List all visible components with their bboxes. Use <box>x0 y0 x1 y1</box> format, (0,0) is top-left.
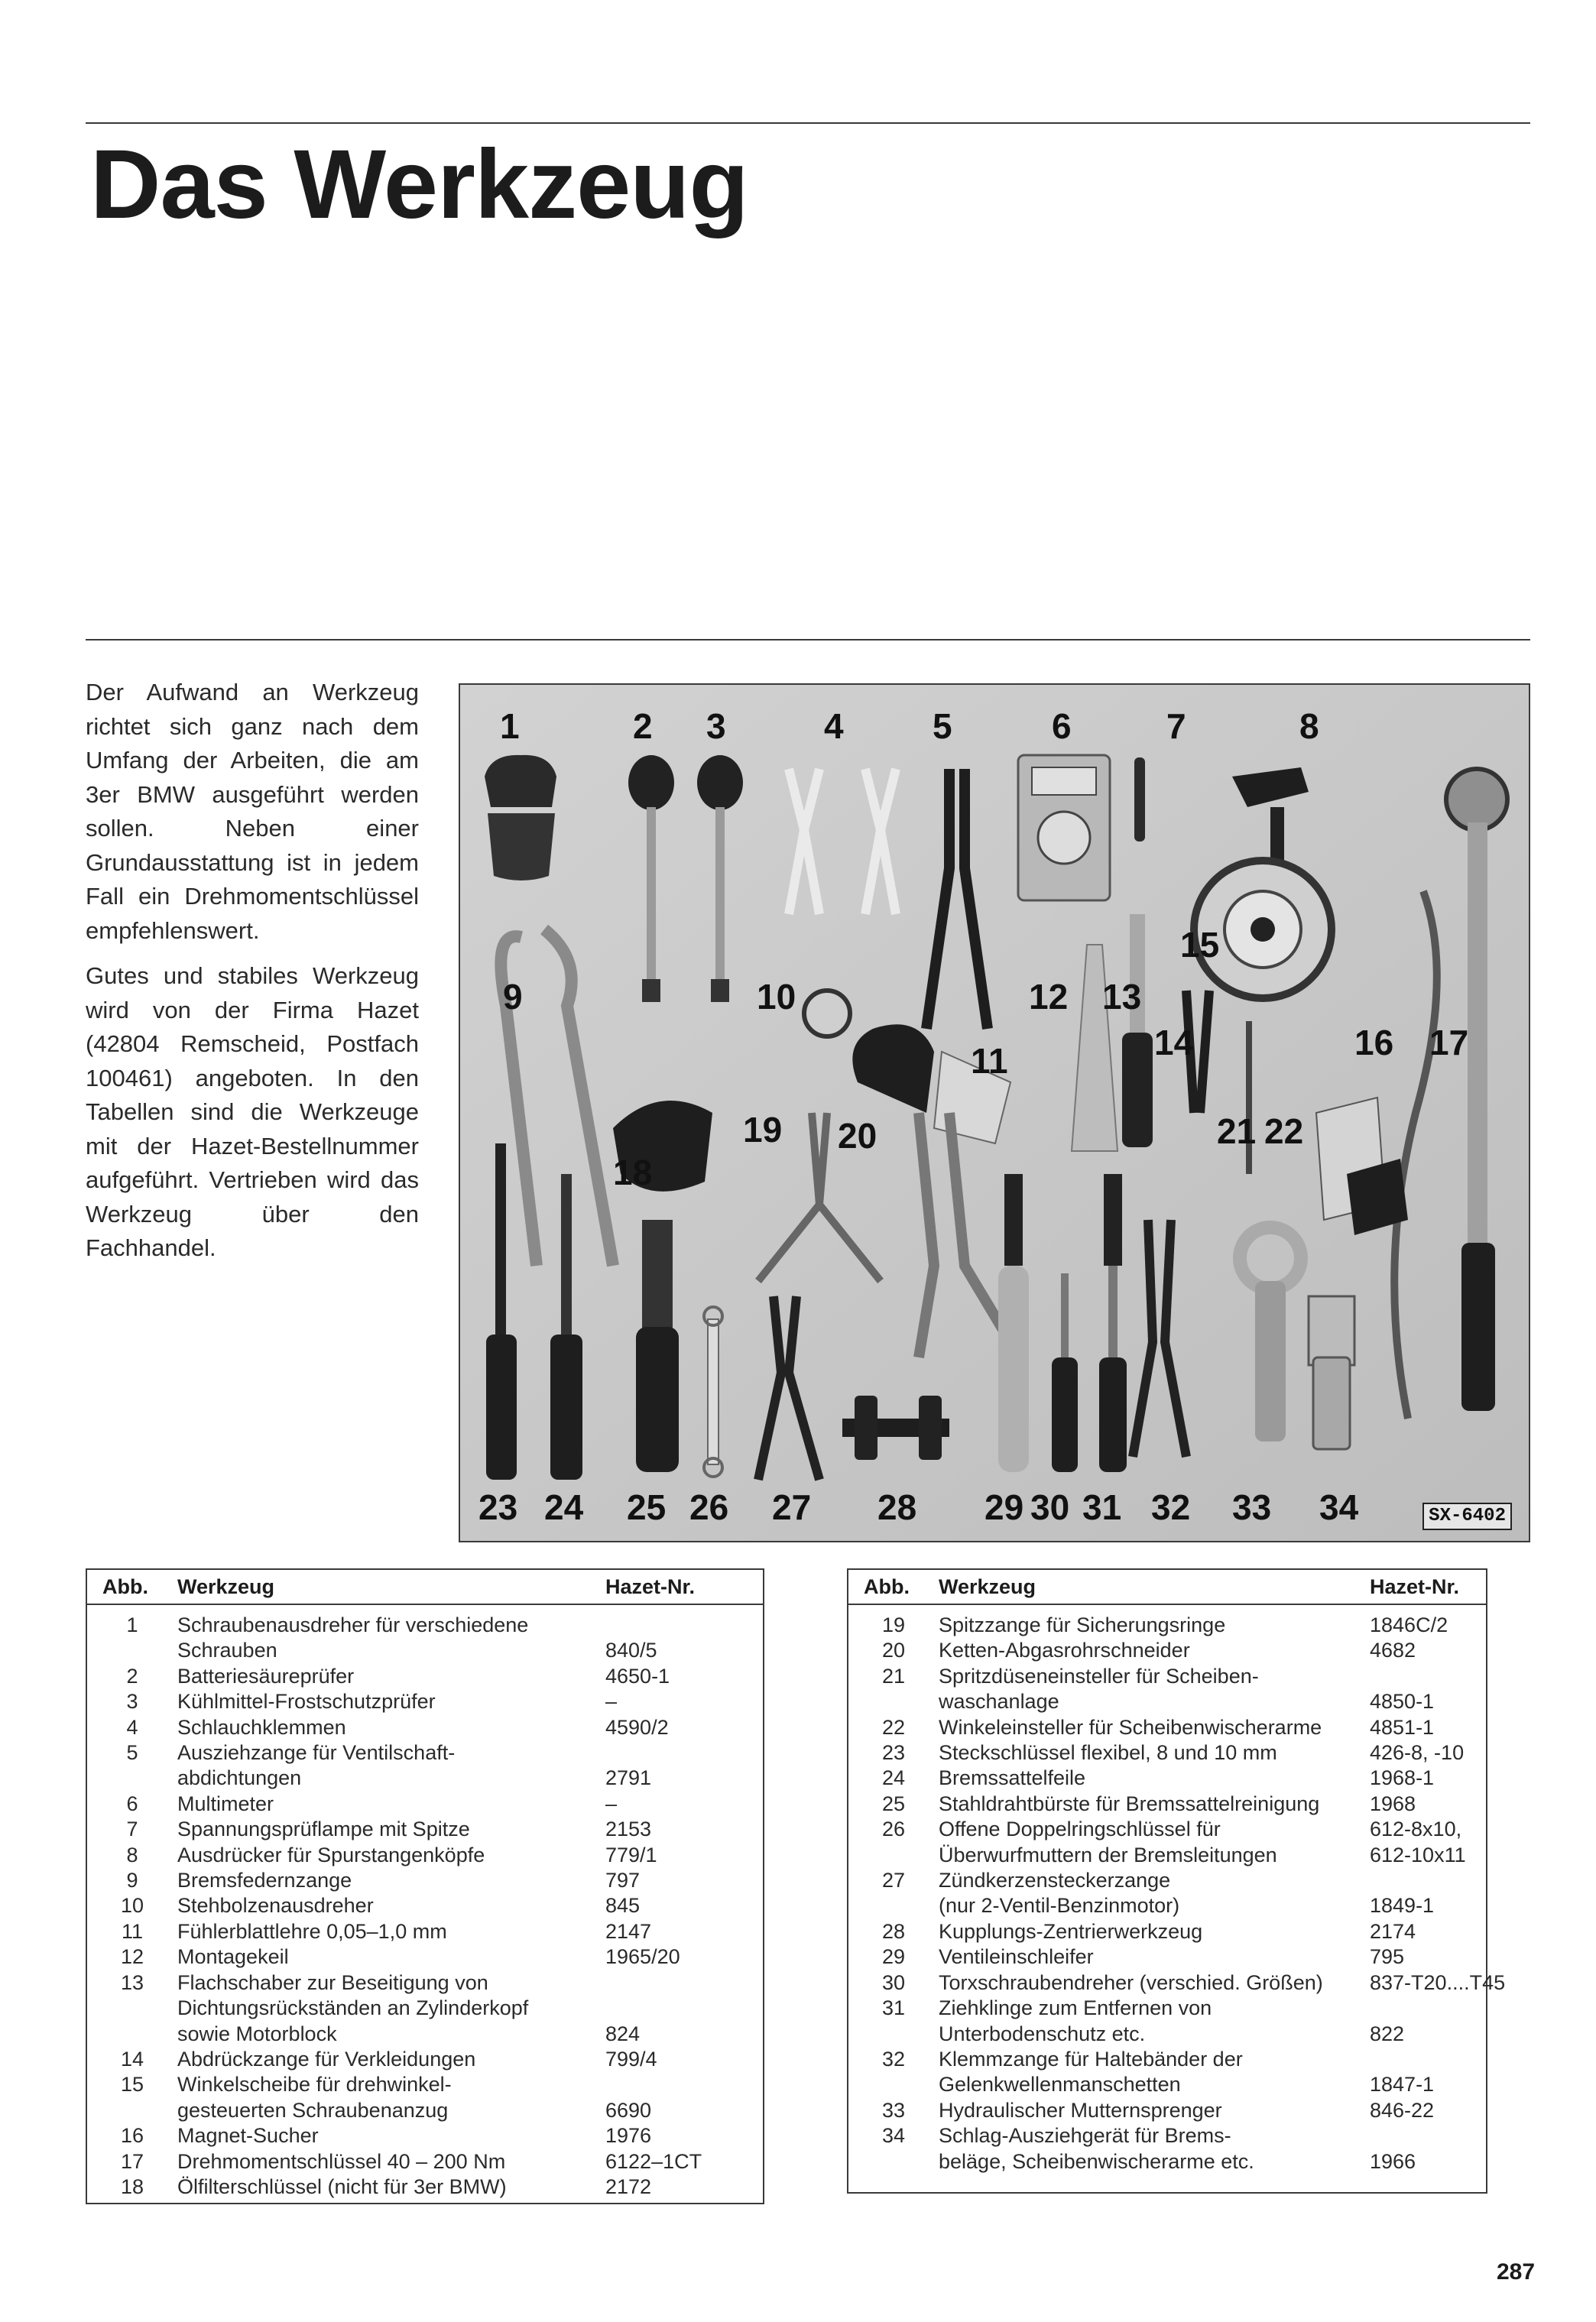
callout-15: 15 <box>1180 925 1220 965</box>
row-abb: 1 <box>126 1613 138 1636</box>
row-tool: Schlauchklemmen <box>177 1715 346 1739</box>
row-abb: 8 <box>126 1843 138 1866</box>
callout-5: 5 <box>933 706 952 746</box>
row-nr: 1965/20 <box>605 1945 680 1969</box>
row-abb: 18 <box>120 2174 144 2198</box>
row-tool: Spritzdüseneinsteller für Scheiben- <box>939 1664 1259 1688</box>
page-number: 287 <box>1497 2259 1536 2285</box>
row-tool: Winkelscheibe für drehwinkel- <box>177 2073 452 2097</box>
row-abb <box>87 1996 177 2021</box>
row-nr: 6122–1CT <box>605 2149 702 2173</box>
row-tool: Offene Doppelringschlüssel für <box>939 1818 1221 1841</box>
row-abb: 21 <box>881 1664 906 1688</box>
row-abb: 3 <box>126 1690 138 1714</box>
tool-photo <box>459 683 1530 1542</box>
table-row <box>848 2047 1486 2072</box>
row-abb <box>848 1689 939 1714</box>
row-nr: 824 <box>605 2022 641 2045</box>
row-tool: Bremsfedernzange <box>177 1869 352 1892</box>
row-abb <box>848 2022 939 2047</box>
row-nr: 799/4 <box>605 2047 657 2071</box>
table-header <box>848 1570 1486 1604</box>
table-row <box>87 1792 763 1817</box>
top-rule <box>86 122 1530 124</box>
test-lamp-icon <box>1134 757 1145 842</box>
row-nr: 779/1 <box>605 1843 657 1866</box>
row-nr: 4650-1 <box>605 1664 670 1688</box>
callout-20: 20 <box>838 1116 877 1156</box>
callout-30: 30 <box>1030 1487 1070 1527</box>
row-nr: – <box>605 1690 618 1714</box>
row-tool: Dichtungsrückständen an Zylinderkopf <box>177 1996 529 2020</box>
header-nr: Hazet-Nr. <box>605 1574 696 1598</box>
table-row <box>848 1613 1486 1638</box>
row-tool: Ölfilterschlüssel (nicht für 3er BMW) <box>177 2174 507 2198</box>
row-tool: Hydraulischer Mutternsprenger <box>939 2098 1222 2122</box>
row-nr: 1849-1 <box>1370 1894 1435 1918</box>
multimeter-icon <box>1018 755 1110 900</box>
callout-4: 4 <box>824 706 844 746</box>
callout-8: 8 <box>1299 706 1319 746</box>
row-tool: Kühlmittel-Frostschutzprüfer <box>177 1690 436 1714</box>
table-row <box>87 1766 763 1791</box>
row-abb <box>87 2098 177 2123</box>
callout-32: 32 <box>1151 1487 1191 1527</box>
row-tool: sowie Motorblock <box>177 2022 337 2045</box>
row-abb <box>848 2149 939 2174</box>
row-tool: waschanlage <box>939 1690 1059 1714</box>
row-abb: 4 <box>126 1715 138 1739</box>
row-abb: 17 <box>120 2149 144 2173</box>
row-tool: Flachschaber zur Beseitigung von <box>177 1970 488 1994</box>
table-row <box>848 2022 1486 2047</box>
tool-table-left <box>86 1568 764 2204</box>
row-tool: Batteriesäureprüfer <box>177 1664 355 1688</box>
row-abb: 15 <box>120 2073 144 2097</box>
callout-19: 19 <box>743 1110 783 1150</box>
photo-code: SX-6402 <box>1422 1503 1512 1530</box>
row-tool: Ketten-Abgasrohrschneider <box>939 1639 1190 1662</box>
table-row <box>848 1740 1486 1766</box>
row-tool: Drehmomentschlüssel 40 – 200 Nm <box>177 2149 506 2173</box>
row-nr: 6690 <box>605 2098 652 2122</box>
row-tool: Ziehklinge zum Entfernen von <box>939 1996 1212 2020</box>
section-rule <box>86 639 1530 640</box>
callout-29: 29 <box>985 1487 1024 1527</box>
table-row <box>87 1715 763 1740</box>
header-nr: Hazet-Nr. <box>1370 1574 1460 1598</box>
header-rule <box>87 1604 763 1605</box>
row-abb: 10 <box>120 1894 144 1918</box>
row-abb: 12 <box>120 1945 144 1969</box>
row-nr: 2172 <box>605 2174 652 2198</box>
table-row <box>87 1970 763 1996</box>
row-abb <box>848 1893 939 1918</box>
row-tool: Fühlerblattlehre 0,05–1,0 mm <box>177 1919 447 1943</box>
row-tool: Bremssattelfeile <box>939 1766 1086 1790</box>
header-tool: Werkzeug <box>939 1574 1036 1598</box>
table-row <box>848 1970 1506 1996</box>
row-abb: 34 <box>881 2124 906 2148</box>
table-row <box>848 1868 1486 1893</box>
page-title: Das Werkzeug <box>90 130 748 239</box>
row-abb: 16 <box>120 2124 144 2148</box>
callout-14: 14 <box>1154 1023 1194 1062</box>
callout-2: 2 <box>633 706 653 746</box>
table-row <box>87 1664 763 1689</box>
header-abb: Abb. <box>864 1574 910 1598</box>
callout-31: 31 <box>1082 1487 1122 1527</box>
row-abb <box>87 2022 177 2047</box>
table-row <box>848 1996 1486 2021</box>
row-tool: Stehbolzenausdreher <box>177 1894 374 1918</box>
row-abb: 19 <box>881 1613 906 1636</box>
row-tool: Schraubenausdreher für verschiedene <box>177 1613 529 1636</box>
tool-table-right <box>847 1568 1506 2194</box>
wire-brush-icon <box>636 1220 679 1472</box>
row-tool: Zündkerzensteckerzange <box>939 1869 1171 1892</box>
callout-21: 21 <box>1217 1111 1257 1151</box>
row-abb: 28 <box>881 1919 906 1943</box>
row-nr: 4590/2 <box>605 1715 669 1739</box>
row-tool: Steckschlüssel flexibel, 8 und 10 mm <box>939 1741 1277 1765</box>
table-row <box>848 1664 1486 1689</box>
row-nr: 2174 <box>1370 1919 1416 1943</box>
table-row <box>87 1613 763 1638</box>
table-row <box>87 1996 763 2021</box>
row-abb: 14 <box>120 2047 144 2071</box>
callout-11: 11 <box>971 1041 1008 1081</box>
callout-26: 26 <box>689 1487 729 1527</box>
row-abb: 13 <box>120 1970 144 1994</box>
row-abb: 27 <box>881 1869 906 1892</box>
row-abb: 5 <box>126 1741 138 1765</box>
row-tool: Magnet-Sucher <box>177 2124 319 2148</box>
header-rule <box>848 1604 1486 1605</box>
row-tool: Unterbodenschutz etc. <box>939 2022 1146 2045</box>
callout-22: 22 <box>1264 1111 1304 1151</box>
table-row <box>87 1893 763 1918</box>
callout-3: 3 <box>706 706 726 746</box>
row-tool: Schlag-Ausziehgerät für Brems- <box>939 2124 1231 2148</box>
row-nr: 2153 <box>605 1818 652 1841</box>
row-tool: (nur 2-Ventil-Benzinmotor) <box>939 1894 1180 1918</box>
table-row <box>848 1792 1486 1817</box>
row-nr: 1966 <box>1370 2149 1416 2173</box>
table-row <box>87 1944 763 1970</box>
intro-text <box>86 676 419 1277</box>
row-nr: 4851-1 <box>1370 1715 1435 1739</box>
table-row <box>87 2047 763 2072</box>
table-row <box>87 1817 763 1842</box>
table-row <box>848 2123 1486 2148</box>
table-row <box>848 1893 1486 1918</box>
row-nr: 1846C/2 <box>1370 1613 1448 1636</box>
callout-10: 10 <box>757 977 796 1017</box>
row-tool: Abdrückzange für Verkleidungen <box>177 2047 476 2071</box>
callout-17: 17 <box>1429 1023 1469 1062</box>
row-abb: 23 <box>881 1741 906 1765</box>
table-row <box>848 2098 1486 2123</box>
table-row <box>87 2022 763 2047</box>
row-abb <box>848 1843 939 1868</box>
stud-remover-icon <box>804 991 850 1036</box>
callout-7: 7 <box>1166 706 1186 746</box>
callout-27: 27 <box>772 1487 812 1527</box>
table-row <box>848 2149 1486 2174</box>
row-tool: Spannungsprüflampe mit Spitze <box>177 1818 470 1841</box>
row-abb: 24 <box>881 1766 906 1790</box>
row-nr: 612-8x10, <box>1370 1818 1462 1841</box>
table-row <box>87 2174 763 2200</box>
callout-18: 18 <box>613 1153 653 1192</box>
row-tool: Kupplungs-Zentrierwerkzeug <box>939 1919 1203 1943</box>
table-row <box>87 1919 763 1944</box>
callout-28: 28 <box>877 1487 917 1527</box>
row-abb: 9 <box>126 1869 138 1892</box>
row-abb: 20 <box>881 1639 906 1662</box>
row-tool: Klemmzange für Haltebänder der <box>939 2047 1243 2071</box>
row-nr: 426-8, -10 <box>1370 1741 1465 1765</box>
row-nr: 1976 <box>605 2124 652 2148</box>
row-nr: 2147 <box>605 1919 652 1943</box>
row-abb <box>87 1766 177 1791</box>
row-tool: Schrauben <box>177 1639 277 1662</box>
row-nr: 846-22 <box>1370 2098 1435 2122</box>
row-tool: Winkeleinsteller für Scheibenwischerarme <box>939 1715 1322 1739</box>
row-abb: 30 <box>881 1970 906 1994</box>
tool-photo-illustration <box>460 685 1529 1541</box>
row-tool: beläge, Scheibenwischerarme etc. <box>939 2149 1254 2173</box>
row-tool: Ausziehzange für Ventilschaft- <box>177 1741 456 1765</box>
row-tool: Spitzzange für Sicherungsringe <box>939 1613 1226 1636</box>
row-nr: – <box>605 1792 618 1815</box>
table-row <box>87 1689 763 1714</box>
row-nr: 845 <box>605 1894 641 1918</box>
row-abb: 2 <box>126 1664 138 1688</box>
table-row <box>848 1843 1486 1868</box>
row-abb: 6 <box>126 1792 138 1815</box>
row-tool: Ventileinschleifer <box>939 1945 1094 1969</box>
table-row <box>848 1715 1486 1740</box>
table-row <box>87 1843 763 1868</box>
row-tool: Montagekeil <box>177 1945 289 1969</box>
header-abb: Abb. <box>102 1574 148 1598</box>
table-row <box>848 1919 1486 1944</box>
callout-9: 9 <box>503 977 523 1017</box>
row-abb <box>848 2072 939 2097</box>
intro-paragraph: Gutes und stabiles Werkzeug wird von der Firma Hazet (42804 Remscheid, Postfach 100461) angeboten. In den Tabellen sind die Werkzeuge mit der Hazet-Bestellnummer aufgeführt. Vertrieben wird das Werkzeug über den Fachhandel. <box>86 962 419 1261</box>
row-nr: 4682 <box>1370 1639 1416 1662</box>
callout-1: 1 <box>500 706 520 746</box>
table-row <box>87 2098 763 2123</box>
row-tool: Gelenkwellenmanschetten <box>939 2073 1181 2097</box>
row-nr: 1847-1 <box>1370 2073 1435 2097</box>
row-nr: 837-T20....T45 <box>1370 1970 1506 1994</box>
row-abb <box>87 1638 177 1663</box>
table-header <box>87 1570 763 1604</box>
row-abb: 33 <box>881 2098 906 2122</box>
extractor-set-icon <box>485 755 556 880</box>
table-rows <box>848 1613 1506 2174</box>
row-abb: 32 <box>881 2047 906 2071</box>
row-nr: 1968-1 <box>1370 1766 1435 1790</box>
slide-hammer-icon <box>1309 1296 1354 1449</box>
callout-16: 16 <box>1354 1023 1394 1062</box>
table-row <box>87 1868 763 1893</box>
row-tool: Torxschraubendreher (verschied. Größen) <box>939 1970 1323 1994</box>
row-nr: 1968 <box>1370 1792 1416 1815</box>
table-row <box>848 1638 1486 1663</box>
callout-23: 23 <box>478 1487 518 1527</box>
callout-13: 13 <box>1102 977 1142 1017</box>
table-row <box>848 2072 1486 2097</box>
table-row <box>87 1638 763 1663</box>
table-row <box>848 1689 1486 1714</box>
table-rows <box>87 1613 763 2200</box>
table-row <box>848 1766 1486 1791</box>
table-row <box>87 2149 763 2174</box>
row-abb: 22 <box>881 1715 906 1739</box>
row-nr: 822 <box>1370 2022 1405 2045</box>
table-row <box>87 2123 763 2148</box>
row-nr: 612-10x11 <box>1370 1843 1466 1866</box>
row-abb: 29 <box>881 1945 906 1969</box>
callout-25: 25 <box>627 1487 667 1527</box>
nozzle-adjuster-icon <box>1246 1021 1252 1174</box>
row-tool: Multimeter <box>177 1792 274 1815</box>
row-nr: 2791 <box>605 1766 652 1790</box>
intro-paragraph: Der Aufwand an Werkzeug richtet sich ganz nach dem Umfang der Arbeiten, die am 3er BMW ausgeführt werden sollen. Neben einer Grundausstattung ist in jedem Fall ein Drehmomentschlüssel empfehlenswert. <box>86 679 419 944</box>
row-tool: Stahldrahtbürste für Bremssattelreinigung <box>939 1792 1320 1815</box>
row-abb: 26 <box>881 1818 906 1841</box>
row-abb: 31 <box>881 1996 906 2020</box>
header-tool: Werkzeug <box>177 1574 275 1598</box>
callout-34: 34 <box>1319 1487 1359 1527</box>
row-nr: 795 <box>1370 1945 1405 1969</box>
callout-24: 24 <box>544 1487 584 1527</box>
callout-33: 33 <box>1232 1487 1272 1527</box>
table-row <box>87 2072 763 2097</box>
row-tool: Ausdrücker für Spurstangenköpfe <box>177 1843 485 1866</box>
table-row <box>848 1944 1486 1970</box>
table-row <box>848 1817 1486 1842</box>
row-abb: 7 <box>126 1818 138 1841</box>
row-tool: gesteuerten Schraubenanzug <box>177 2098 449 2122</box>
callout-12: 12 <box>1029 977 1069 1017</box>
row-abb: 25 <box>881 1792 906 1815</box>
row-nr: 4850-1 <box>1370 1690 1435 1714</box>
row-nr: 797 <box>605 1869 641 1892</box>
callout-6: 6 <box>1052 706 1072 746</box>
row-abb: 11 <box>121 1919 144 1943</box>
table-row <box>87 1740 763 1766</box>
row-tool: Überwurfmuttern der Bremsleitungen <box>939 1843 1277 1866</box>
row-tool: abdichtungen <box>177 1766 302 1790</box>
row-nr: 840/5 <box>605 1639 657 1662</box>
